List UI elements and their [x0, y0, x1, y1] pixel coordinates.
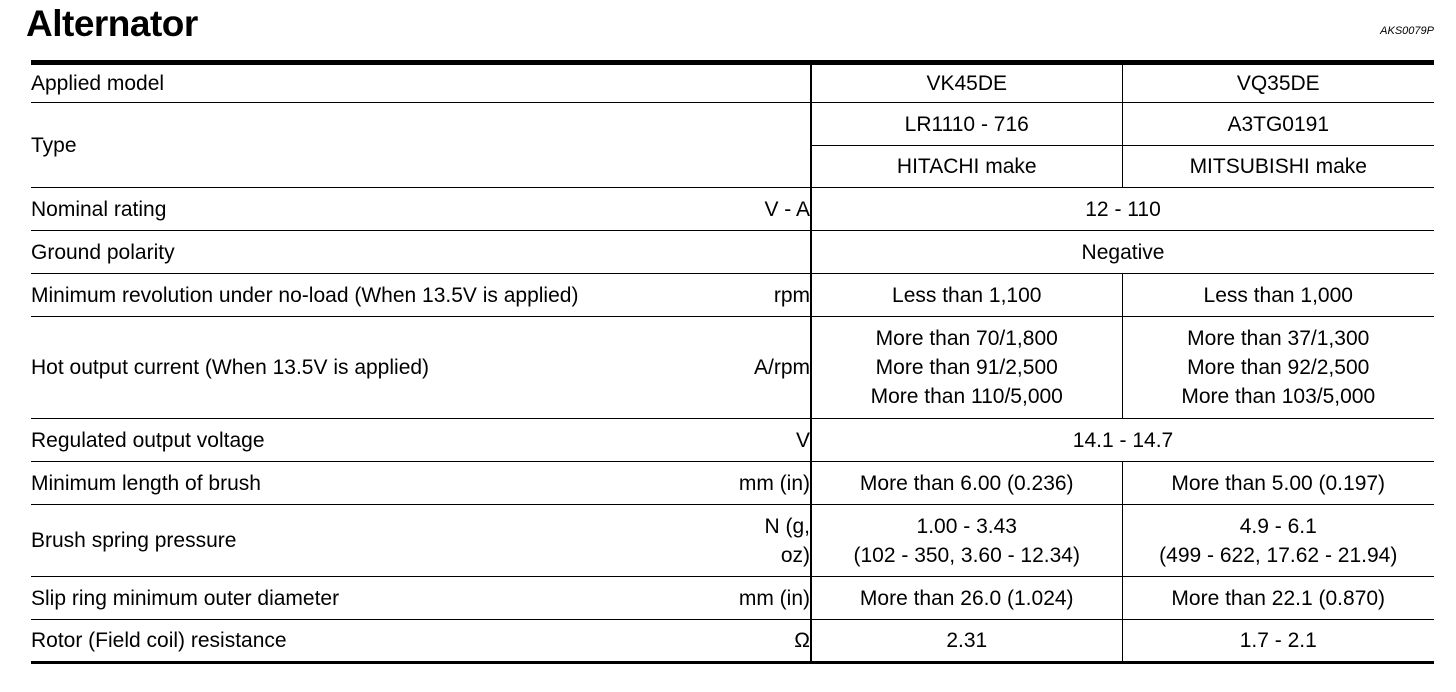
row-value-col2: More than 22.1 (0.870) — [1122, 577, 1434, 620]
row-label: Nominal rating — [31, 188, 731, 231]
type-label: Type — [31, 103, 731, 188]
row-value-col2: Less than 1,000 — [1122, 274, 1434, 317]
row-value: 12 - 110 — [811, 188, 1434, 231]
row-value-col1: Less than 1,100 — [811, 274, 1122, 317]
document-code: AKS0079P — [1380, 25, 1434, 37]
row-unit: rpm — [731, 274, 811, 317]
row-label: Slip ring minimum outer diameter — [31, 577, 731, 620]
row-unit: Ω — [731, 620, 811, 663]
row-unit: N (g, oz) — [731, 505, 811, 577]
row-label: Minimum revolution under no-load (When 13.5V is applied) — [31, 274, 731, 317]
header-label: Applied model — [31, 63, 731, 103]
row-value-col1 — [811, 317, 1122, 419]
table-row — [31, 620, 1434, 663]
type-make-col1: HITACHI make — [811, 146, 1122, 188]
value-line: More than 92/2,500 — [1187, 356, 1370, 379]
header-unit — [731, 63, 811, 103]
type-make-col2: MITSUBISHI make — [1122, 146, 1434, 188]
type-model-col1: LR1110 - 716 — [811, 103, 1122, 146]
type-model-col2: A3TG0191 — [1122, 103, 1434, 146]
table-row — [31, 188, 1434, 231]
row-value-col1: More than 26.0 (1.024) — [811, 577, 1122, 620]
value-line: 4.9 - 6.1 — [1239, 514, 1317, 538]
row-label: Minimum length of brush — [31, 462, 731, 505]
table-row — [31, 231, 1434, 274]
row-value: Negative — [811, 231, 1434, 274]
value-line: (102 - 350, 3.60 - 12.34) — [853, 543, 1080, 567]
table-row — [31, 505, 1434, 577]
row-value: 14.1 - 14.7 — [811, 419, 1434, 462]
value-line: More than 70/1,800 — [875, 327, 1058, 350]
row-unit: V — [731, 419, 811, 462]
value-line: More than 103/5,000 — [1181, 385, 1376, 408]
row-label: Ground polarity — [31, 231, 731, 274]
row-value-col2: More than 5.00 (0.197) — [1122, 462, 1434, 505]
value-line: More than 37/1,300 — [1187, 327, 1370, 350]
row-label: Hot output current (When 13.5V is applied) — [31, 317, 731, 419]
header-model-vk45de: VK45DE — [811, 63, 1122, 103]
table-row — [31, 274, 1434, 317]
table-row — [31, 577, 1434, 620]
row-unit: V - A — [731, 188, 811, 231]
header-model-vq35de: VQ35DE — [1122, 63, 1434, 103]
row-unit: mm (in) — [731, 577, 811, 620]
value-line: More than 110/5,000 — [870, 385, 1063, 408]
row-value-col1: 2.31 — [811, 620, 1122, 663]
row-value-col1: More than 6.00 (0.236) — [811, 462, 1122, 505]
row-unit: mm (in) — [731, 462, 811, 505]
table-row — [31, 63, 1434, 103]
alternator-spec-table — [31, 60, 1434, 664]
page-title: Alternator — [26, 3, 198, 44]
row-unit — [731, 231, 811, 274]
table-row — [31, 317, 1434, 419]
row-label: Rotor (Field coil) resistance — [31, 620, 731, 663]
row-value-col2 — [1122, 505, 1434, 577]
table-row — [31, 419, 1434, 462]
value-line: More than 91/2,500 — [875, 356, 1058, 379]
type-unit — [731, 103, 811, 188]
row-value-col2: 1.7 - 2.1 — [1122, 620, 1434, 663]
table-row — [31, 462, 1434, 505]
table-row — [31, 103, 1434, 146]
row-label: Brush spring pressure — [31, 505, 731, 577]
value-line: (499 - 622, 17.62 - 21.94) — [1159, 543, 1398, 567]
value-line: 1.00 - 3.43 — [916, 514, 1017, 538]
row-label: Regulated output voltage — [31, 419, 731, 462]
row-unit: A/rpm — [731, 317, 811, 419]
row-value-col1 — [811, 505, 1122, 577]
row-value-col2 — [1122, 317, 1434, 419]
